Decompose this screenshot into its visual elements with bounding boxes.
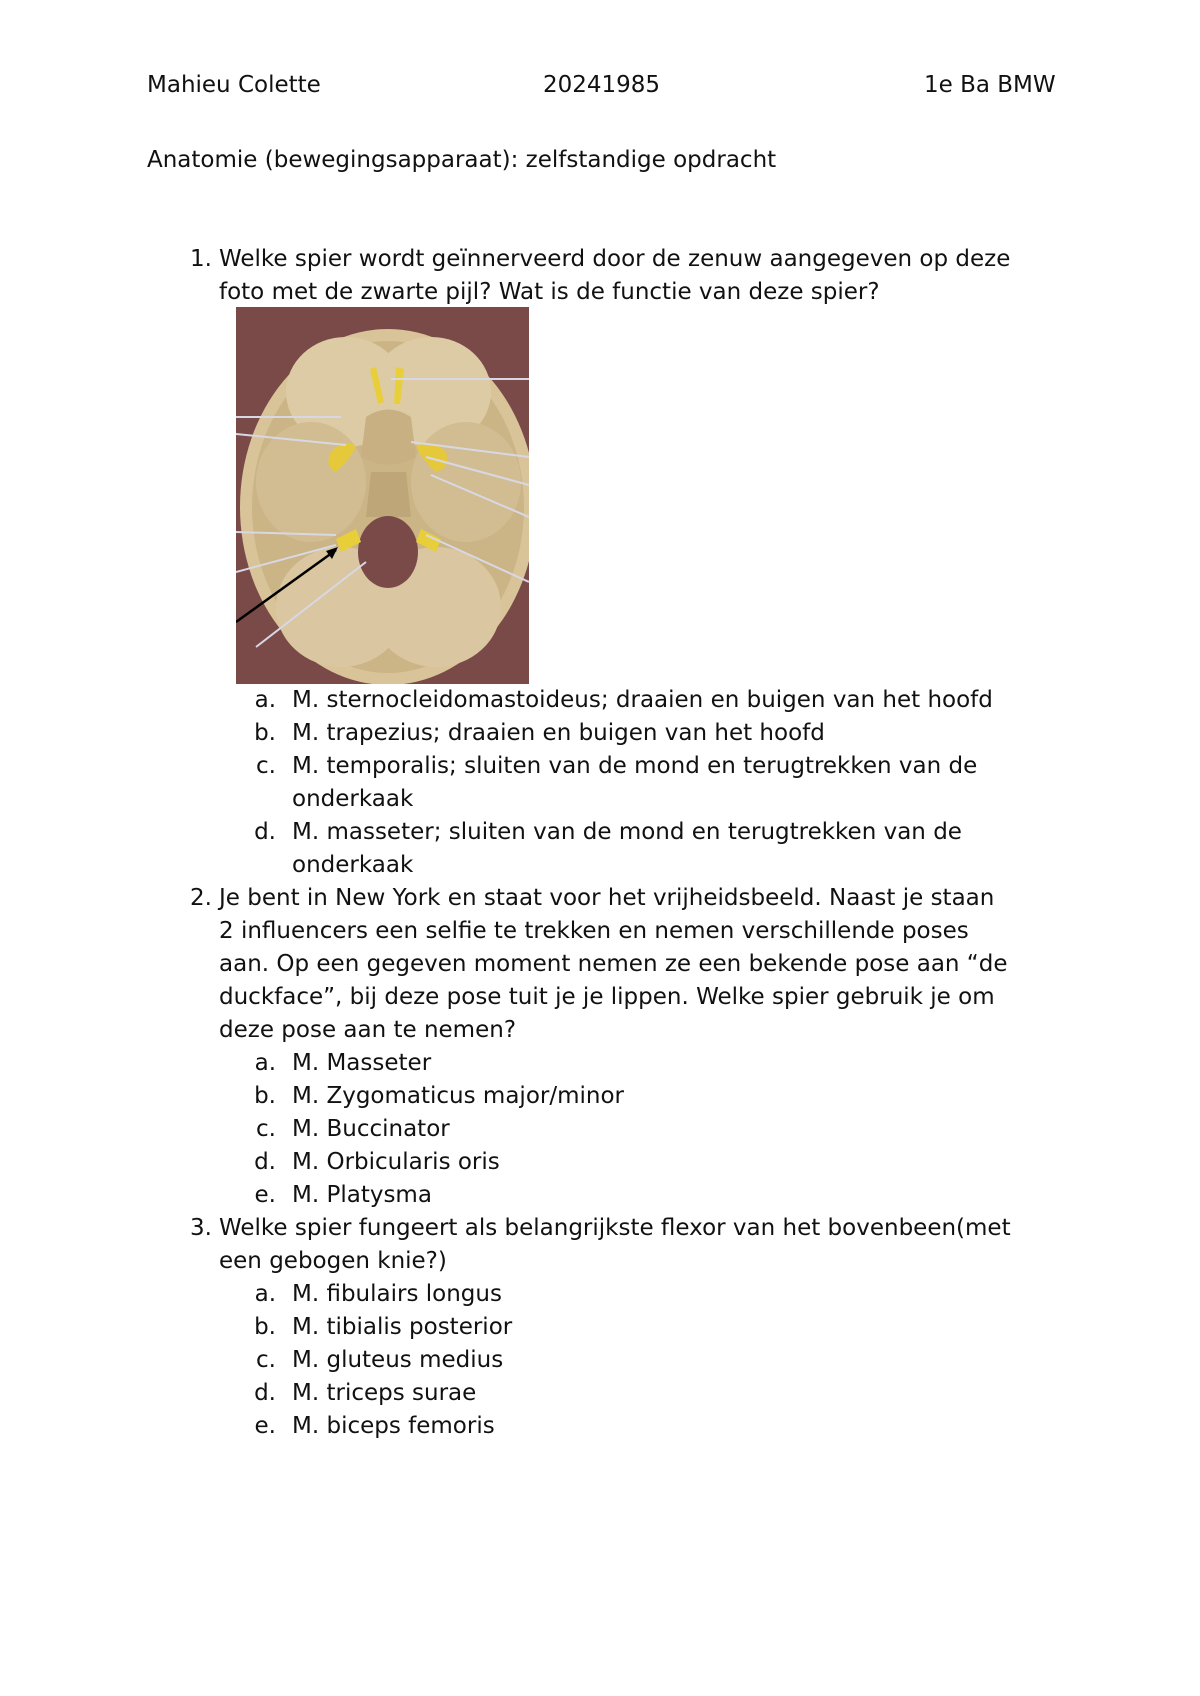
- q1-option-b-letter: b.: [254, 720, 276, 746]
- q2-option-c-text: M. Buccinator: [292, 1116, 450, 1142]
- class-label: 1e Ba BMW: [924, 72, 1056, 98]
- q3-option-a-letter: a.: [254, 1281, 276, 1307]
- q2-option-b-text: M. Zygomaticus major/minor: [292, 1083, 624, 1109]
- q3-option-a-text: M. fibulairs longus: [292, 1281, 502, 1307]
- question-2-line-4: duckface”, bij deze pose tuit je je lippen. Welke spier gebruik je om: [219, 984, 995, 1010]
- q2-option-a-text: M. Masseter: [292, 1050, 432, 1076]
- q1-option-a-text: M. sternocleidomastoideus; draaien en buigen van het hoofd: [292, 687, 993, 713]
- q3-option-e-text: M. biceps femoris: [292, 1413, 495, 1439]
- question-2-line-5: deze pose aan te nemen?: [219, 1017, 517, 1043]
- q1-option-d-text-line-1: M. masseter; sluiten van de mond en terugtrekken van de: [292, 819, 962, 845]
- q3-option-d-text: M. triceps surae: [292, 1380, 477, 1406]
- skull-base-illustration: [236, 307, 529, 684]
- question-2-line-1: Je bent in New York en staat voor het vrijheidsbeeld. Naast je staan: [219, 885, 995, 911]
- q3-option-d-letter: d.: [254, 1380, 276, 1406]
- q1-option-b-text: M. trapezius; draaien en buigen van het hoofd: [292, 720, 825, 746]
- q1-option-c-text-line-2: onderkaak: [292, 786, 414, 812]
- q1-option-a-letter: a.: [254, 687, 276, 713]
- page-title: Anatomie (bewegingsapparaat): zelfstandige opdracht: [147, 147, 777, 173]
- q2-option-c-letter: c.: [256, 1116, 276, 1142]
- q1-option-d-text-line-2: onderkaak: [292, 852, 414, 878]
- q2-option-e-text: M. Platysma: [292, 1182, 432, 1208]
- question-1-line-1: Welke spier wordt geïnnerveerd door de zenuw aangegeven op deze: [219, 246, 1011, 272]
- question-1-line-2: foto met de zwarte pijl? Wat is de functie van deze spier?: [219, 279, 880, 305]
- question-3-number: 3.: [190, 1215, 212, 1241]
- q3-option-b-letter: b.: [254, 1314, 276, 1340]
- question-3-line-1: Welke spier fungeert als belangrijkste flexor van het bovenbeen(met: [219, 1215, 1011, 1241]
- question-2-line-2: 2 influencers een selfie te trekken en nemen verschillende poses: [219, 918, 969, 944]
- q2-option-e-letter: e.: [254, 1182, 276, 1208]
- skull-base-figure: [236, 307, 529, 684]
- question-2-number: 2.: [190, 885, 212, 911]
- student-name: Mahieu Colette: [147, 72, 321, 98]
- q2-option-d-letter: d.: [254, 1149, 276, 1175]
- q1-option-d-letter: d.: [254, 819, 276, 845]
- student-number: 20241985: [543, 72, 661, 98]
- q2-option-b-letter: b.: [254, 1083, 276, 1109]
- q2-option-d-text: M. Orbicularis oris: [292, 1149, 500, 1175]
- question-3-line-2: een gebogen knie?): [219, 1248, 447, 1274]
- q2-option-a-letter: a.: [254, 1050, 276, 1076]
- q3-option-c-letter: c.: [256, 1347, 276, 1373]
- q3-option-e-letter: e.: [254, 1413, 276, 1439]
- question-2-line-3: aan. Op een gegeven moment nemen ze een bekende pose aan “de: [219, 951, 1008, 977]
- q1-option-c-letter: c.: [256, 753, 276, 779]
- q1-option-c-text-line-1: M. temporalis; sluiten van de mond en terugtrekken van de: [292, 753, 978, 779]
- question-1-number: 1.: [190, 246, 212, 272]
- q3-option-b-text: M. tibialis posterior: [292, 1314, 513, 1340]
- q3-option-c-text: M. gluteus medius: [292, 1347, 504, 1373]
